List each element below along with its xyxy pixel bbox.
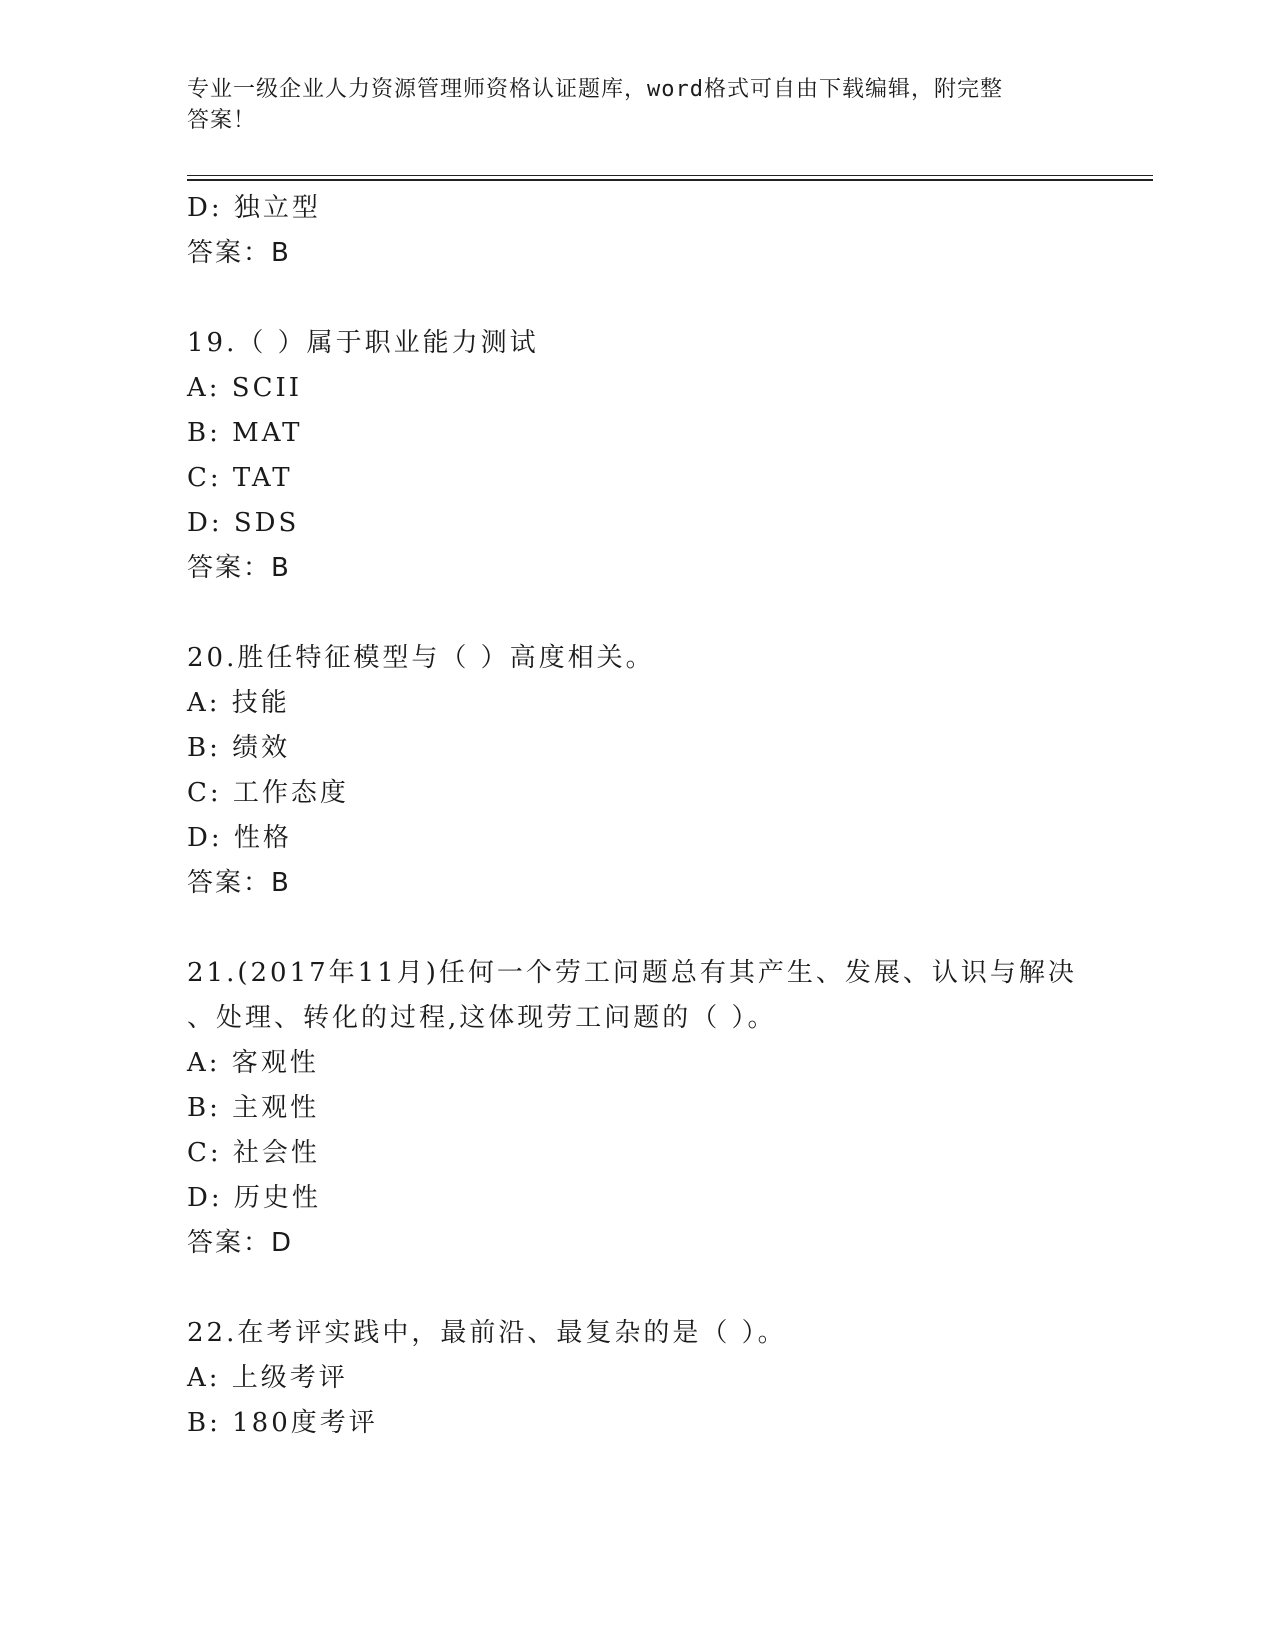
q20-option-b: B: 绩效 <box>187 733 291 763</box>
answer-prev: 答案：B <box>187 238 291 268</box>
question-19: 19.（ ）属于职业能力测试 <box>187 328 539 358</box>
question-21-line-1: 21.(2017年11月)任何一个劳工问题总有其产生、发展、认识与解决 <box>187 958 1077 988</box>
q19-option-b: B: MAT <box>187 418 303 448</box>
q20-option-a: A: 技能 <box>187 688 290 718</box>
q20-answer: 答案：B <box>187 868 291 898</box>
q19-option-c: C: TAT <box>187 463 293 493</box>
q21-option-c: C: 社会性 <box>187 1138 320 1168</box>
header-line-2: 答案！ <box>187 108 257 133</box>
question-20: 20.胜任特征模型与（ ）高度相关。 <box>187 643 655 673</box>
header-rule-bottom <box>187 179 1153 181</box>
q21-option-b: B: 主观性 <box>187 1093 320 1123</box>
q21-option-a: A: 客观性 <box>187 1048 319 1078</box>
document-header <box>187 74 1067 136</box>
q20-option-d: D: 性格 <box>187 823 292 853</box>
q21-answer: 答案：D <box>187 1228 294 1258</box>
q22-option-a: A: 上级考评 <box>187 1363 348 1393</box>
q22-option-b: B: 180度考评 <box>187 1408 378 1438</box>
option-d-prev: D: 独立型 <box>187 193 321 223</box>
q21-option-d: D: 历史性 <box>187 1183 321 1213</box>
q20-option-c: C: 工作态度 <box>187 778 349 808</box>
question-22: 22.在考评实践中，最前沿、最复杂的是（ ）。 <box>187 1318 787 1348</box>
header-line-1: 专业一级企业人力资源管理师资格认证题库，word格式可自由下载编辑，附完整 <box>187 77 1003 102</box>
header-rule-top <box>187 175 1153 176</box>
q19-answer: 答案：B <box>187 553 291 583</box>
q19-option-a: A: SCII <box>187 373 303 403</box>
q19-option-d: D: SDS <box>187 508 300 538</box>
question-21-line-2: 、处理、转化的过程,这体现劳工问题的（ ）。 <box>187 1003 777 1033</box>
